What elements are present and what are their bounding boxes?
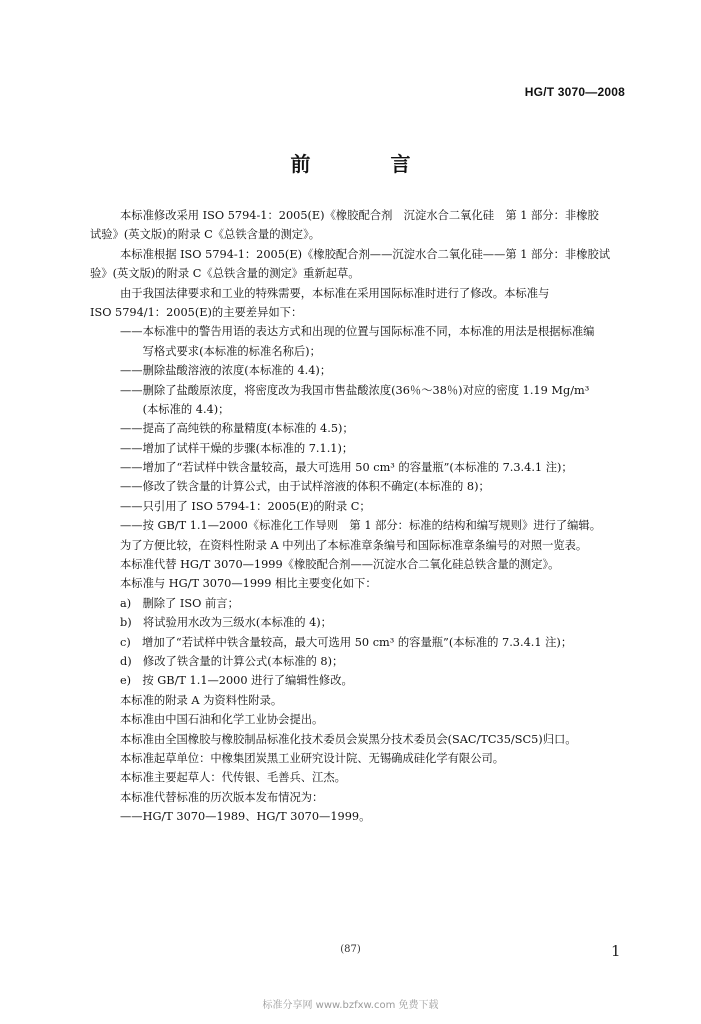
- text-line: 本标准的附录 A 为资料性附录。: [120, 693, 283, 707]
- text-line: 本标准代替 HG/T 3070—1999《橡胶配合剂——沉淀水合二氧化硅总铁含量的测定》。: [120, 558, 560, 572]
- text-line: 本标准根据 ISO 5794-1：2005(E)《橡胶配合剂——沉淀水合二氧化硅——第 1 部分：非橡胶试: [120, 247, 611, 261]
- text-line: 由于我国法律要求和工业的特殊需要，本标准在采用国际标准时进行了修改。本标准与: [120, 286, 550, 300]
- list-item: d) 修改了铁含量的计算公式(本标准的 8)；: [120, 654, 344, 668]
- list-item: ——按 GB/T 1.1—2000《标准化工作导则 第 1 部分：标准的结构和编写规则》进行了编辑。: [120, 519, 602, 533]
- standard-code: HG/T 3070—2008: [524, 85, 625, 99]
- list-item: ——只引用了 ISO 5794-1：2005(E)的附录 C；: [120, 499, 371, 513]
- text-line: 本标准代替标准的历次版本发布情况为：: [120, 790, 324, 804]
- list-item-continuation: 写格式要求(本标准的标准名称后)；: [120, 344, 321, 358]
- page-title: 前 言: [290, 152, 441, 176]
- text-line: 验》(英文版)的附录 C《总铁含量的测定》重新起草。: [90, 267, 360, 281]
- list-item: ——删除了盐酸原浓度，将密度改为我国市售盐酸浓度(36％～38％)对应的密度 1.19 Mg/m³: [120, 383, 590, 397]
- list-item: b) 将试验用水改为三级水(本标准的 4)；: [120, 616, 332, 630]
- text-line: 为了方便比较，在资料性附录 A 中列出了本标准章条编号和国际标准章条编号的对照一览表。: [120, 538, 588, 552]
- text-line: 本标准主要起草人：代传银、毛善兵、江杰。: [120, 771, 346, 785]
- text-line: 本标准与 HG/T 3070—1999 相比主要变化如下：: [120, 577, 377, 591]
- text-line: 试验》(英文版)的附录 C《总铁含量的测定》。: [90, 228, 321, 242]
- list-item: e) 按 GB/T 1.1—2000 进行了编辑性修改。: [120, 674, 353, 688]
- list-item: ——增加了“若试样中铁含量较高，最大可选用 50 cm³ 的容量瓶”(本标准的 7.3.4.1 注)；: [120, 461, 573, 475]
- list-item: ——删除盐酸溶液的浓度(本标准的 4.4)；: [120, 364, 332, 378]
- text-line: ISO 5794/1：2005(E)的主要差异如下：: [90, 305, 303, 319]
- list-item: ——本标准中的警告用语的表达方式和出现的位置与国际标准不同，本标准的用法是根据标准编: [120, 325, 595, 339]
- text-line: 本标准起草单位：中橡集团炭黑工业研究设计院、无锡确成硅化学有限公司。: [120, 751, 505, 765]
- list-item: c) 增加了“若试样中铁含量较高，最大可选用 50 cm³ 的容量瓶”(本标准的 7.3.4.1 注)；: [120, 635, 573, 649]
- list-item: ——HG/T 3070—1989、HG/T 3070—1999。: [120, 810, 371, 824]
- text-line: 本标准修改采用 ISO 5794-1：2005(E)《橡胶配合剂 沉淀水合二氧化硅 第 1 部分：非橡胶: [120, 209, 599, 222]
- foreword-body: [90, 206, 615, 827]
- page-reference: (87): [340, 944, 361, 955]
- list-item: a) 删除了 ISO 前言；: [120, 596, 239, 610]
- list-item: ——增加了试样干燥的步骤(本标准的 7.1.1)；: [120, 441, 354, 455]
- watermark: 标准分享网 www.bzfxw.com 免费下载: [262, 1000, 439, 1011]
- list-item-continuation: (本标准的 4.4)；: [120, 402, 230, 416]
- page-number: 1: [611, 942, 621, 960]
- list-item: ——提高了高纯铁的称量精度(本标准的 4.5)；: [120, 422, 354, 436]
- list-item: ——修改了铁含量的计算公式，由于试样溶液的体积不确定(本标准的 8)；: [120, 480, 490, 494]
- text-line: 本标准由全国橡胶与橡胶制品标准化技术委员会炭黑分技术委员会(SAC/TC35/SC5)归口。: [120, 732, 577, 746]
- text-line: 本标准由中国石油和化学工业协会提出。: [120, 713, 324, 727]
